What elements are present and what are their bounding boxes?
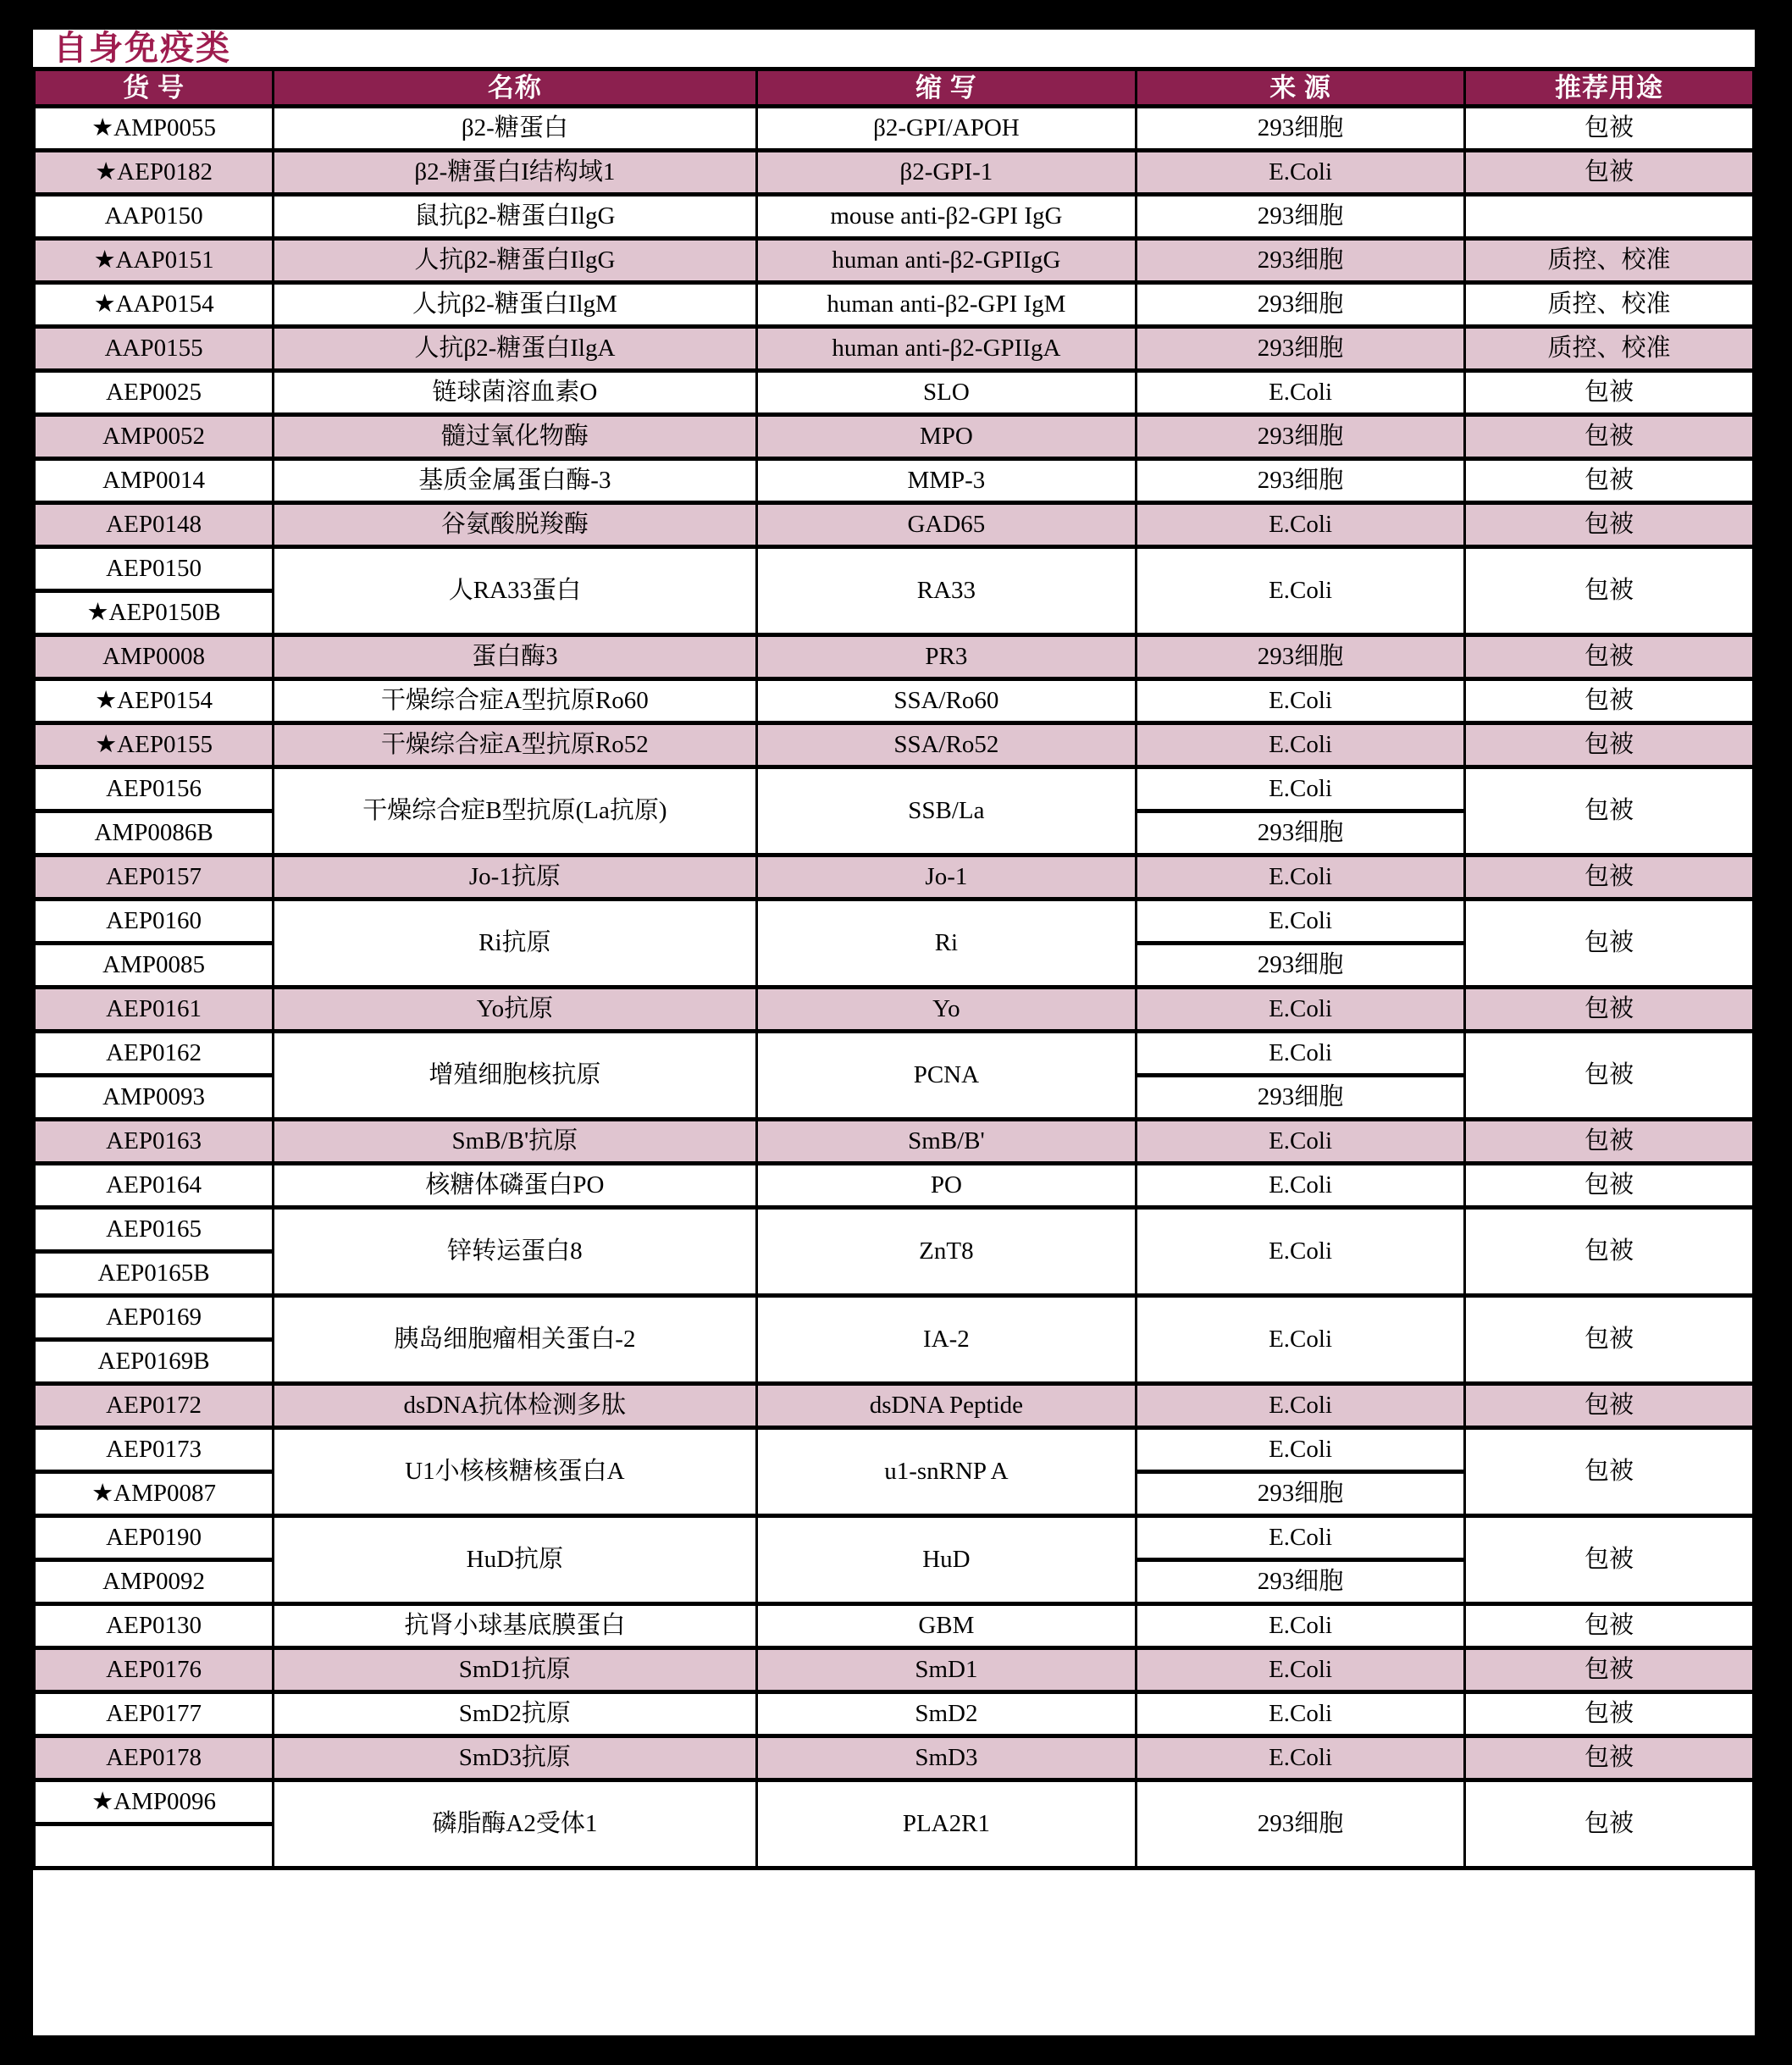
catalog-number-cell: AEP0177: [35, 1692, 274, 1736]
source-cell: 293细胞: [1137, 283, 1465, 327]
abbr-cell: IA-2: [756, 1296, 1137, 1384]
abbr-cell: PO: [756, 1164, 1137, 1208]
use-cell: 包被: [1464, 1780, 1753, 1868]
abbr-cell: HuD: [756, 1516, 1137, 1604]
use-cell: 包被: [1464, 1516, 1753, 1604]
source-cell: E.Coli: [1137, 1428, 1465, 1472]
table-row: [35, 1780, 1754, 1824]
name-cell: 抗肾小球基底膜蛋白: [274, 1604, 756, 1648]
source-cell: 293细胞: [1137, 239, 1465, 283]
table-row: [35, 503, 1754, 547]
source-cell: 293细胞: [1137, 459, 1465, 503]
source-cell: E.Coli: [1137, 1692, 1465, 1736]
use-cell: 包被: [1464, 1208, 1753, 1296]
abbr-cell: GAD65: [756, 503, 1137, 547]
table-row: [35, 107, 1754, 151]
header-cell-4: 推荐用途: [1464, 69, 1753, 107]
abbr-cell: MPO: [756, 415, 1137, 459]
use-cell: 包被: [1464, 547, 1753, 635]
use-cell: 包被: [1464, 1296, 1753, 1384]
catalog-number-cell: ★AMP0055: [35, 107, 274, 151]
catalog-number-cell: ★AEP0155: [35, 723, 274, 767]
abbr-cell: β2-GPI/APOH: [756, 107, 1137, 151]
table-row: [35, 1120, 1754, 1164]
table-row: [35, 1296, 1754, 1340]
catalog-number-cell: AEP0169B: [35, 1340, 274, 1384]
catalog-number-cell: AEP0173: [35, 1428, 274, 1472]
abbr-cell: SmD2: [756, 1692, 1137, 1736]
abbr-cell: SSA/Ro60: [756, 679, 1137, 723]
name-cell: 干燥综合症A型抗原Ro60: [274, 679, 756, 723]
name-cell: SmD3抗原: [274, 1736, 756, 1780]
use-cell: 包被: [1464, 371, 1753, 415]
catalog-number-cell: ★AAP0151: [35, 239, 274, 283]
abbr-cell: human anti-β2-GPIIgA: [756, 327, 1137, 371]
abbr-cell: RA33: [756, 547, 1137, 635]
catalog-number-cell: AMP0086B: [35, 811, 274, 855]
source-cell: E.Coli: [1137, 1516, 1465, 1560]
use-cell: 包被: [1464, 988, 1753, 1032]
use-cell: 包被: [1464, 900, 1753, 988]
table-header: [35, 69, 1754, 107]
catalog-number-cell: AEP0164: [35, 1164, 274, 1208]
header-cell-1: 名称: [274, 69, 756, 107]
source-cell: E.Coli: [1137, 503, 1465, 547]
name-cell: 髓过氧化物酶: [274, 415, 756, 459]
catalog-number-cell: AMP0052: [35, 415, 274, 459]
name-cell: 人抗β2-糖蛋白IlgM: [274, 283, 756, 327]
abbr-cell: human anti-β2-GPI IgM: [756, 283, 1137, 327]
table-row: [35, 1208, 1754, 1252]
use-cell: 包被: [1464, 1736, 1753, 1780]
source-cell: E.Coli: [1137, 767, 1465, 811]
source-cell: 293细胞: [1137, 1780, 1465, 1868]
source-cell: 293细胞: [1137, 107, 1465, 151]
table-row: [35, 1736, 1754, 1780]
catalog-number-cell: AEP0157: [35, 855, 274, 900]
catalog-sheet: [33, 30, 1755, 2035]
catalog-number-cell: [35, 1824, 274, 1868]
source-cell: E.Coli: [1137, 1736, 1465, 1780]
table-row: [35, 988, 1754, 1032]
table-row: [35, 635, 1754, 679]
source-cell: E.Coli: [1137, 723, 1465, 767]
page-title: 自身免疫类: [53, 30, 231, 67]
abbr-cell: u1-snRNP A: [756, 1428, 1137, 1516]
product-table: [33, 67, 1755, 1870]
table-row: [35, 195, 1754, 239]
use-cell: 质控、校准: [1464, 239, 1753, 283]
use-cell: 包被: [1464, 1692, 1753, 1736]
table-row: [35, 1164, 1754, 1208]
source-cell: E.Coli: [1137, 1296, 1465, 1384]
catalog-number-cell: AEP0160: [35, 900, 274, 944]
use-cell: 包被: [1464, 415, 1753, 459]
catalog-number-cell: AMP0085: [35, 944, 274, 988]
abbr-cell: SLO: [756, 371, 1137, 415]
catalog-number-cell: AEP0163: [35, 1120, 274, 1164]
catalog-number-cell: AMP0093: [35, 1076, 274, 1120]
abbr-cell: PLA2R1: [756, 1780, 1137, 1868]
name-cell: Ri抗原: [274, 900, 756, 988]
name-cell: 人RA33蛋白: [274, 547, 756, 635]
header-cell-2: 缩 写: [756, 69, 1137, 107]
source-cell: 293细胞: [1137, 1560, 1465, 1604]
table-row: [35, 283, 1754, 327]
abbr-cell: human anti-β2-GPIIgG: [756, 239, 1137, 283]
use-cell: 包被: [1464, 855, 1753, 900]
table-row: [35, 371, 1754, 415]
table-row: [35, 767, 1754, 811]
use-cell: 包被: [1464, 679, 1753, 723]
table-row: [35, 1692, 1754, 1736]
table-row: [35, 855, 1754, 900]
name-cell: SmB/B'抗原: [274, 1120, 756, 1164]
catalog-number-cell: AEP0025: [35, 371, 274, 415]
abbr-cell: Jo-1: [756, 855, 1137, 900]
catalog-number-cell: AAP0155: [35, 327, 274, 371]
source-cell: E.Coli: [1137, 1120, 1465, 1164]
catalog-number-cell: ★AEP0150B: [35, 591, 274, 635]
name-cell: dsDNA抗体检测多肽: [274, 1384, 756, 1428]
header-row: [35, 69, 1754, 107]
abbr-cell: Ri: [756, 900, 1137, 988]
use-cell: 包被: [1464, 767, 1753, 855]
catalog-number-cell: AAP0150: [35, 195, 274, 239]
use-cell: 包被: [1464, 635, 1753, 679]
use-cell: 包被: [1464, 723, 1753, 767]
name-cell: 增殖细胞核抗原: [274, 1032, 756, 1120]
catalog-number-cell: ★AEP0154: [35, 679, 274, 723]
name-cell: 干燥综合症B型抗原(La抗原): [274, 767, 756, 855]
catalog-number-cell: ★AMP0096: [35, 1780, 274, 1824]
name-cell: 人抗β2-糖蛋白IlgG: [274, 239, 756, 283]
name-cell: 谷氨酸脱羧酶: [274, 503, 756, 547]
catalog-number-cell: AEP0161: [35, 988, 274, 1032]
catalog-number-cell: AEP0130: [35, 1604, 274, 1648]
source-cell: 293细胞: [1137, 1076, 1465, 1120]
name-cell: 干燥综合症A型抗原Ro52: [274, 723, 756, 767]
use-cell: 包被: [1464, 459, 1753, 503]
name-cell: 磷脂酶A2受体1: [274, 1780, 756, 1868]
catalog-number-cell: ★AMP0087: [35, 1472, 274, 1516]
use-cell: 质控、校准: [1464, 327, 1753, 371]
source-cell: 293细胞: [1137, 944, 1465, 988]
catalog-number-cell: AMP0014: [35, 459, 274, 503]
source-cell: E.Coli: [1137, 900, 1465, 944]
use-cell: 包被: [1464, 1384, 1753, 1428]
use-cell: 包被: [1464, 1032, 1753, 1120]
source-cell: 293细胞: [1137, 195, 1465, 239]
name-cell: 锌转运蛋白8: [274, 1208, 756, 1296]
catalog-number-cell: AEP0165B: [35, 1252, 274, 1296]
source-cell: 293细胞: [1137, 635, 1465, 679]
abbr-cell: GBM: [756, 1604, 1137, 1648]
use-cell: 质控、校准: [1464, 283, 1753, 327]
name-cell: SmD2抗原: [274, 1692, 756, 1736]
table-row: [35, 679, 1754, 723]
source-cell: E.Coli: [1137, 1604, 1465, 1648]
name-cell: β2-糖蛋白: [274, 107, 756, 151]
table-row: [35, 723, 1754, 767]
name-cell: HuD抗原: [274, 1516, 756, 1604]
use-cell: 包被: [1464, 1120, 1753, 1164]
use-cell: 包被: [1464, 1428, 1753, 1516]
header-cell-0: 货 号: [35, 69, 274, 107]
abbr-cell: Yo: [756, 988, 1137, 1032]
abbr-cell: SSB/La: [756, 767, 1137, 855]
name-cell: Yo抗原: [274, 988, 756, 1032]
abbr-cell: MMP-3: [756, 459, 1137, 503]
abbr-cell: mouse anti-β2-GPI IgG: [756, 195, 1137, 239]
use-cell: 包被: [1464, 503, 1753, 547]
table-row: [35, 415, 1754, 459]
catalog-number-cell: AEP0176: [35, 1648, 274, 1692]
name-cell: 鼠抗β2-糖蛋白IlgG: [274, 195, 756, 239]
abbr-cell: SmD3: [756, 1736, 1137, 1780]
table-row: [35, 900, 1754, 944]
table-row: [35, 1032, 1754, 1076]
catalog-number-cell: AEP0169: [35, 1296, 274, 1340]
source-cell: E.Coli: [1137, 988, 1465, 1032]
name-cell: 核糖体磷蛋白PO: [274, 1164, 756, 1208]
abbr-cell: PR3: [756, 635, 1137, 679]
use-cell: 包被: [1464, 1604, 1753, 1648]
catalog-number-cell: AEP0156: [35, 767, 274, 811]
source-cell: E.Coli: [1137, 1164, 1465, 1208]
catalog-number-cell: AEP0178: [35, 1736, 274, 1780]
table-row: [35, 1604, 1754, 1648]
use-cell: 包被: [1464, 151, 1753, 195]
table-row: [35, 547, 1754, 591]
source-cell: 293细胞: [1137, 811, 1465, 855]
source-cell: E.Coli: [1137, 1208, 1465, 1296]
source-cell: E.Coli: [1137, 1384, 1465, 1428]
table-row: [35, 239, 1754, 283]
name-cell: 人抗β2-糖蛋白IlgA: [274, 327, 756, 371]
table-row: [35, 151, 1754, 195]
abbr-cell: β2-GPI-1: [756, 151, 1137, 195]
catalog-number-cell: ★AAP0154: [35, 283, 274, 327]
source-cell: 293细胞: [1137, 415, 1465, 459]
use-cell: 包被: [1464, 107, 1753, 151]
source-cell: E.Coli: [1137, 151, 1465, 195]
abbr-cell: PCNA: [756, 1032, 1137, 1120]
catalog-number-cell: AMP0092: [35, 1560, 274, 1604]
catalog-number-cell: AMP0008: [35, 635, 274, 679]
table-row: [35, 1384, 1754, 1428]
abbr-cell: dsDNA Peptide: [756, 1384, 1137, 1428]
source-cell: 293细胞: [1137, 1472, 1465, 1516]
abbr-cell: ZnT8: [756, 1208, 1137, 1296]
catalog-number-cell: AEP0165: [35, 1208, 274, 1252]
use-cell: 包被: [1464, 1164, 1753, 1208]
table-body: [35, 107, 1754, 1868]
table-row: [35, 1648, 1754, 1692]
catalog-number-cell: AEP0150: [35, 547, 274, 591]
name-cell: 蛋白酶3: [274, 635, 756, 679]
table-row: [35, 459, 1754, 503]
source-cell: E.Coli: [1137, 547, 1465, 635]
source-cell: 293细胞: [1137, 327, 1465, 371]
name-cell: SmD1抗原: [274, 1648, 756, 1692]
abbr-cell: SmD1: [756, 1648, 1137, 1692]
catalog-number-cell: AEP0190: [35, 1516, 274, 1560]
use-cell: [1464, 195, 1753, 239]
source-cell: E.Coli: [1137, 1648, 1465, 1692]
use-cell: 包被: [1464, 1648, 1753, 1692]
catalog-number-cell: AEP0162: [35, 1032, 274, 1076]
source-cell: E.Coli: [1137, 1032, 1465, 1076]
name-cell: 链球菌溶血素O: [274, 371, 756, 415]
name-cell: β2-糖蛋白I结构域1: [274, 151, 756, 195]
catalog-number-cell: AEP0172: [35, 1384, 274, 1428]
name-cell: Jo-1抗原: [274, 855, 756, 900]
table-row: [35, 1516, 1754, 1560]
abbr-cell: SSA/Ro52: [756, 723, 1137, 767]
name-cell: U1小核核糖核蛋白A: [274, 1428, 756, 1516]
name-cell: 基质金属蛋白酶-3: [274, 459, 756, 503]
name-cell: 胰岛细胞瘤相关蛋白-2: [274, 1296, 756, 1384]
source-cell: E.Coli: [1137, 855, 1465, 900]
source-cell: E.Coli: [1137, 371, 1465, 415]
abbr-cell: SmB/B': [756, 1120, 1137, 1164]
source-cell: E.Coli: [1137, 679, 1465, 723]
catalog-number-cell: AEP0148: [35, 503, 274, 547]
table-row: [35, 1428, 1754, 1472]
table-row: [35, 327, 1754, 371]
catalog-number-cell: ★AEP0182: [35, 151, 274, 195]
header-cell-3: 来 源: [1137, 69, 1465, 107]
